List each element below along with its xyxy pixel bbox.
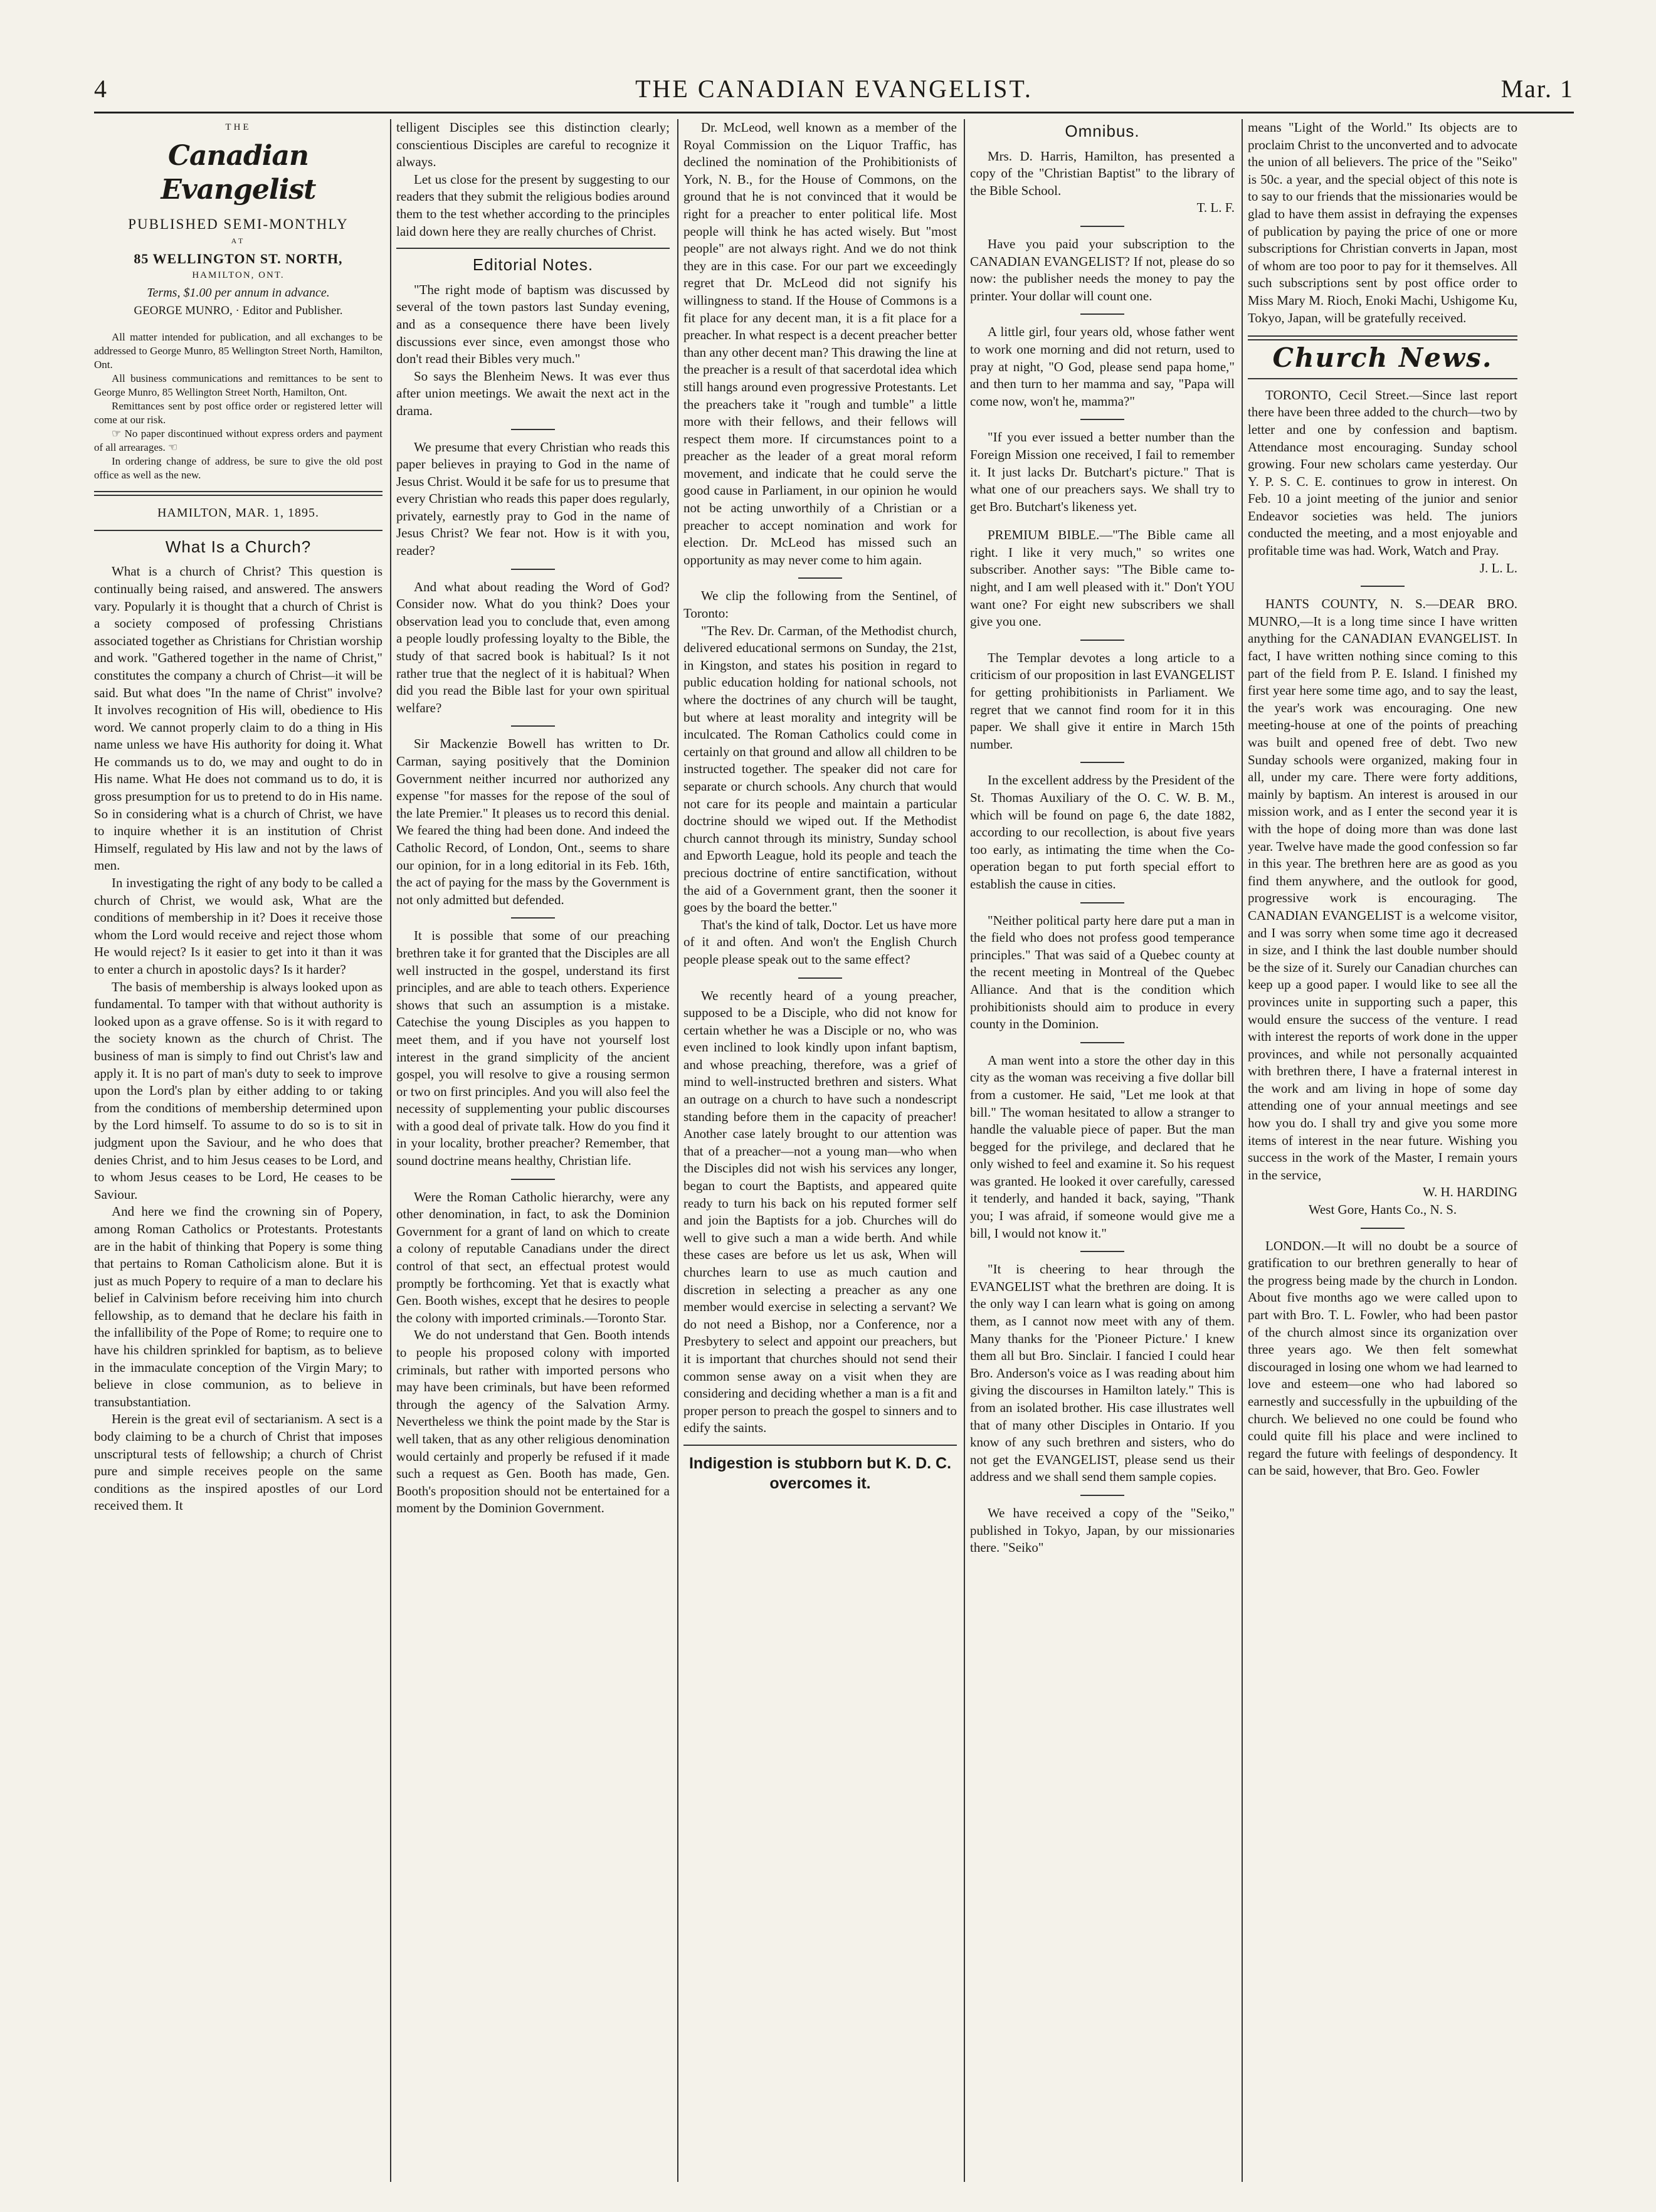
masthead-terms: Terms, $1.00 per annum in advance. xyxy=(147,285,330,300)
header-rule xyxy=(94,112,1574,113)
kdc-advertisement: Indigestion is stubborn but K. D. C. overcomes it. xyxy=(688,1454,952,1492)
section-heading-church-news: Church News. xyxy=(1272,342,1493,374)
column-3 xyxy=(683,119,957,2182)
divider xyxy=(94,530,382,531)
signature: J. L. L. xyxy=(1479,560,1517,576)
divider xyxy=(1248,378,1517,379)
divider xyxy=(1080,419,1124,420)
article-paragraph: That's the kind of talk, Doctor. Let us have more of it and often. And won't the English Church people please speak out to the same effect? xyxy=(683,917,957,967)
divider xyxy=(1080,640,1124,641)
masthead-city: HAMILTON, ONT. xyxy=(192,270,285,281)
column-separator xyxy=(390,119,391,2182)
article-heading: What Is a Church? xyxy=(165,537,312,556)
divider xyxy=(511,569,555,570)
page-number: 4 xyxy=(94,75,108,103)
article-paragraph: Let us close for the present by suggesting to our readers that they submit the religious bodies around them to the test whether according to the principles laid down here they are really churches of Christ. xyxy=(396,171,670,239)
divider xyxy=(798,977,842,979)
column-separator xyxy=(1242,119,1243,2182)
divider xyxy=(511,917,555,919)
masthead-at: AT xyxy=(231,236,246,246)
omnibus-item: Have you paid your subscription to the CANADIAN EVANGELIST? If not, please do so now: the publisher needs the money to pay the printer. Your dollar will count one. xyxy=(970,236,1235,303)
masthead-address: 85 WELLINGTON ST. NORTH, xyxy=(134,250,343,266)
news-item-toronto: TORONTO, Cecil Street.—Since last report there have been three added to the church—two by letter and one by confession and baptism. Attendance most encouraging. Sunday school growing. Four new scholars came yesterday. Our Y. P. S. C. E. continues to grow in interest. On Feb. 10 a joint meeting of the junior and senior Endeavor societies was held. The juniors conducted the meeting, and a most enjoyable and profitable time was had. Work, Watch and Pray. xyxy=(1248,387,1517,559)
divider xyxy=(1080,1495,1124,1496)
omnibus-item: A man went into a store the other day in this city as the woman was receiving a five dollar bill from a customer. He said, "Let me look at that bill." The woman hesitated to allow a stranger to handle the valuable piece of paper. But the man begged for the privilege, and declared that he only wished to feel and examine it. So his request was granted. He looked it over carefully, caressed it tenderly, and handed it back, saying, "Thank you; I was afraid, if someone would give me a bill, I would not know it." xyxy=(970,1052,1235,1241)
notice: Remittances sent by post office order or registered letter will come at our risk. xyxy=(94,400,382,426)
divider xyxy=(1361,1228,1405,1229)
omnibus-item: "Neither political party here dare put a man in the field who does not profess good temperance principles." That was said of a Quebec county at the recent meeting in Montreal of the Quebec Alliance. And that is the condition which prohibitionists should aim to produce in every county in the Dominion. xyxy=(970,912,1235,1032)
divider xyxy=(683,1445,957,1446)
news-item-hants: HANTS COUNTY, N. S.—DEAR BRO. MUNRO,—It is a long time since I have written anything for the CANADIAN EVANGELIST. In fact, I have written nothing since coming to this part of the field from P. E. Island. I finished my first year here some time ago, and to say the least, the year's work was encouraging. One new meeting-house at one of the points of preaching was built and opened free of debt. Two new Sunday schools were organized, making four in all, under my care. There were forty additions, mainly by baptism. An interest is aroused in our mission work, and as I enter the second year it is with the hope of doing more than was done last year. Twelve have made the good confession so far in this year. The brethren here are as good as you find them anywhere, and the outlook for good, progressive work is encouraging. The CANADIAN EVANGELIST is a welcome visitor, and I was sorry when some time ago it decreased in size, and I think the last double number should be the size of it. Surely our Canadian churches can keep up a good paper. I would like to see all the provinces unite in supporting such a paper, this would ensure the success of the venture. I read with interest the reports of work done in the upper provinces, and while not personally acquainted with brethren there, I have a fraternal interest in the work and am living in hope of some day attending one of your annual meetings and see how you do. I shall try and give you some more items of interest in the near future. Wishing you success in the work of the Master, I remain yours in the service, xyxy=(1248,596,1517,1182)
divider xyxy=(396,248,670,249)
omnibus-item: A little girl, four years old, whose father went to work one morning and did not return, used to pray at night, "O God, please send papa home," and then turn to her mamma and say, "Papa will come now, won't he, mamma?" xyxy=(970,324,1235,409)
article-paragraph: The basis of membership is always looked upon as fundamental. To tamper with that without authority is looked upon as a grave offense. So is it with regard to the society known as the church of Christ. The business of man is simply to find out Christ's law and apply it. It is no part of man's duty to seek to improve upon the Lord's plan by either adding to or taking from the conditions of membership determined upon by the Lord himself. To assume to do so is to sit in judgment upon the Saviour, and he who does that denies Christ, and to him Jesus ceases to be Lord, and to whom Jesus ceases to be Lord, He ceases to be Saviour. xyxy=(94,979,382,1202)
article-paragraph: What is a church of Christ? This question is continually being raised, and answered. The answers vary. Popularly it is thought that a church of Christ is a society composed of professing Christians associated together as Christians for Christian worship and work. "Gathered together in the name of Christ," constitutes the company a church of Christ—it will be said. But what does "In the name of Christ" involve? It involves recognition of His will, obedience to His word. We cannot properly claim to do a thing in His name unless we have His authority for doing it. What He commands us to do, we may and ought to do in His name. What He does not command us to do, it is gross presumption for us to pretend to do in His name. So in considering what is a church of Christ, we have to inquire whether it is an institution of Christ Himself, regulated by His law and not by the laws of men. xyxy=(94,564,382,873)
signature: T. L. F. xyxy=(1196,200,1235,216)
masthead-published: PUBLISHED SEMI-MONTHLY xyxy=(128,216,349,232)
column-1 xyxy=(94,119,382,2182)
article-paragraph: And here we find the crowning sin of Popery, among Roman Catholics or Protestants. Protestants are in the habit of thinking that Popery is some thing that pertains to Roman Catholicism alone. But it is just as much Popery to require of a man to declare his belief in Calvinism before receiving him into church fellowship, as to demand that he declare his faith in the infallibility of the Pope of Rome; to require one to have his children sprinkled for baptism, as to believe in the immaculate conception of the Virgin Mary; to believe in close communion, as to believe in transubstantiation. xyxy=(94,1204,382,1409)
divider xyxy=(511,1179,555,1180)
notice: ☞ No paper discontinued without express orders and payment of all arrearages. ☜ xyxy=(94,428,382,454)
column-separator xyxy=(964,119,965,2182)
dateline: HAMILTON, MAR. 1, 1895. xyxy=(157,506,320,520)
notice: In ordering change of address, be sure to give the old post office as well as the new. xyxy=(94,455,382,482)
omnibus-item: "It is cheering to hear through the EVANGELIST what the brethren are doing. It is the only way I can learn what is going on among them, as I cannot now meet with any of them. Many thanks for the 'Pioneer Picture.' I knew them all but Bro. Sinclair. I fancied I could hear Bro. Anderson's voice as I was reading about him giving the discourses in Hamilton lately." This is from an isolated brother. His case illustrates well that of many other Disciples in Ontario. If you know of any such brethren and sisters, who do not get the EVANGELIST, please send us their address and we shall send them sample copies. xyxy=(970,1261,1235,1485)
divider xyxy=(1248,335,1517,340)
article-paragraph: We clip the following from the Sentinel, of Toronto: xyxy=(683,588,957,621)
section-heading: Editorial Notes. xyxy=(472,255,594,275)
column-5 xyxy=(1248,119,1517,2182)
editorial-note: And what about reading the Word of God? Consider now. What do you think? Does your observation lead you to conclude that, even among a people loudly professing loyalty to the Bible, the study of that sacred book is habitual? Is it not rather true that the neglect of it is habitual? When did you read the Bible last for your own spiritual welfare? xyxy=(396,579,670,715)
editorial-note: It is possible that some of our preaching brethren take it for granted that the Disciples are all well instructed in the gospel, understand its first principles, and are able to teach others. Experience shows that such an assumption is a mistake. Catechise the young Disciples as you happen to meet them, and if you have not yourself lost interest in the grand simplicity of the ancient gospel, you will resolve to give a rousing sermon or two on first principles. And you will also feel the necessity of supplementing your public discourses with a good deal of private talk. How do you find it in your locality, brother preacher? Remember, that sound doctrine means healthy, Christian life. xyxy=(396,928,670,1169)
masthead-the: THE xyxy=(225,122,251,132)
masthead-editor: GEORGE MUNRO, · Editor and Publisher. xyxy=(134,303,343,317)
article-paragraph: Herein is the great evil of sectarianism. A sect is a body claiming to be a church of Christ that imposes unscriptural tests of fellowship; a church of Christ pure and simple receives people on the same conditions as the inspired apostles of our Lord received them. It xyxy=(94,1411,382,1514)
editorial-note: Sir Mackenzie Bowell has written to Dr. Carman, saying positively that the Dominion Government neither incurred nor authorized any expense "for masses for the repose of the soul of the late Premier." It pleases us to record this denial. We feared the thing had been done. And indeed the Catholic Record, of London, Ont., seems to share our opinion, for in a long editorial in its Feb. 16th, the act of paying for the mass by the Government is not only admitted but defended. xyxy=(396,736,670,907)
article-paragraph: means "Light of the World." Its objects are to proclaim Christ to the unconverted and to advocate the union of all believers. The price of the "Seiko" is 50c. a year, and the special object of this note is to say to our friends that the missionaries would be glad to have them assist in defraying the expenses of publication by paying the price of one or more subscriptions for Christian converts in Japan, most of whom are too poor to pay for it themselves. All such subscriptions sent by post office order to Miss Mary M. Rioch, Enoki Machi, Ushigome Ku, Tokyo, Japan, will be gratefully received. xyxy=(1248,120,1517,325)
divider xyxy=(798,577,842,579)
editorial-note: "The right mode of baptism was discussed by several of the town pastors last Sunday evening, and as a consequence there have been lively discussions ever since, even amongst those who don't read their Bibles very much." xyxy=(396,282,670,367)
signature-name: W. H. HARDING xyxy=(1423,1184,1517,1200)
notice: All matter intended for publication, and all exchanges to be addressed to George Munro, 85 Wellington Street North, Hamilton, Ont. xyxy=(94,331,382,371)
omnibus-item: In the excellent address by the President of the St. Thomas Auxiliary of the O. C. W. B. M., which will be found on page 6, the date 1882, according to our recollection, is about five years too early, as intimating the time when the Co-operation began to put forth special effort to establish the cause in cities. xyxy=(970,772,1235,892)
article-paragraph: In investigating the right of any body to be called a church of Christ, we would ask, What are the conditions of membership in it? Does it receive those whom the Lord would receive and reject those whom He would reject? Is it easier to get into it than it was to enter a church in apostolic days? Is it harder? xyxy=(94,875,382,977)
editorial-note: So says the Blenheim News. It was ever thus after union meetings. We await the next act in the drama. xyxy=(396,368,670,418)
omnibus-item: We have received a copy of the "Seiko," published in Tokyo, Japan, by our missionaries there. "Seiko" xyxy=(970,1505,1235,1556)
divider xyxy=(1080,313,1124,315)
editorial-note: We do not understand that Gen. Booth intends to people his proposed colony with imported criminals, but rather with imported persons who may have been criminals, but have been reformed through the agency of the Salvation Army. Nevertheless we think the point made by the Star is well taken, that as any other religious denomination would certainly and properly be refused if it made such a request as Gen. Booth has made, Gen. Booth's proposition should not be entertained for a moment by the Dominion Government. xyxy=(396,1327,670,1516)
divider xyxy=(511,429,555,430)
news-item-london: LONDON.—It will no doubt be a source of gratification to our brethren generally to hear of the progress being made by the church in London. About five months ago we were called upon to part with Bro. T. L. Fowler, who had been pastor of the church almost since its organization over three years ago. We then felt somewhat discouraged in losing one whom we had learned to love and esteem—one who had labored so earnestly and successfully in the upbuilding of the church. We believed no one could be found who could quite fill his place and were inclined to regard the future with feelings of despondency. It can be said, however, that Bro. Geo. Fowler xyxy=(1248,1238,1517,1478)
omnibus-item: "If you ever issued a better number than the Foreign Mission one received, I fail to remember it. It just lacks Dr. Butchart's picture." That is what one of our preachers says. We shall try to get Bro. Butchart's likeness yet. xyxy=(970,429,1235,514)
divider xyxy=(1080,1251,1124,1252)
column-4 xyxy=(970,119,1235,2182)
omnibus-item: PREMIUM BIBLE.—"The Bible came all right. I like it very much," so writes one subscriber. Another says: "The Bible came to-night, and I am well pleased with it." Don't YOU want one? For eight new subscribers we shall give you one. xyxy=(970,527,1235,629)
column-separator xyxy=(677,119,678,2182)
omnibus-item: Mrs. D. Harris, Hamilton, has presented a copy of the "Christian Baptist" to the library of the Bible School. xyxy=(970,148,1235,198)
editorial-note: Were the Roman Catholic hierarchy, were any other denomination, in fact, to ask the Dominion Government for a grant of land on which to create a colony of reputable Canadians under the direct control of that sect, an effectual protest would promptly be forthcoming. Yet that is exactly what Gen. Booth wishes, except that he desires to people the colony with imported criminals.—Toronto Star. xyxy=(396,1189,670,1325)
article-paragraph: We recently heard of a young preacher, supposed to be a Disciple, who did not know for certain whether he was a Disciple or no, who was even inclined to look kindly upon infant baptism, and whose preaching, therefore, was a grief of mind to well-instructed brethren and sisters. What an outrage on a church to have such a nondescript standing before them in the capacity of preacher! Another case lately brought to our attention was that of a preacher—not a young man—who when the Disciples did not wish his services any longer, began to court the Baptists, and appeared quite ready to turn his back on his reputed former self and join the Baptists for a job. Churches will do well to give such a man a wide berth. And while these cases are before us let us ask, When will churches learn to use as much caution and discretion in selecting a preacher as any one member would exercise in selecting a servant? We do not need a Bishop, nor a Conference, nor a Presbytery to select and appoint our preachers, but it is important that churches should not send their common sense away on a visit when they are considering and deciding whether a man is a fit and proper person to preach the gospel to sinners and to edify the saints. xyxy=(683,988,957,1436)
issue-date: Mar. 1 xyxy=(1500,75,1574,103)
page-header xyxy=(94,68,1574,112)
article-paragraph: Dr. McLeod, well known as a member of the Royal Commission on the Liquor Traffic, has declined the nomination of the Prohibitionists of York, N. B., for the House of Commons, on the ground that he is not convinced that it would be right for a preacher to enter political life. Most people will think he has acted wisely. But "most people" are not always right. And we do not think they are in this case. For our part we exceedingly regret that Dr. McLeod did not signify his willingness to stand. If the House of Commons is a fit place for any decent man, it is a fit place for a preacher. In what respect is a decent preacher better than any other decent man? This drawing the line at the preacher is a result of that sacerdotal idea which still hangs around even progressive Protestants. Let the preachers take it "rough and tumble" a little more with their fellows, and their fellows will respect them more. If circumstances point to a preacher as the leader of a great moral reform movement, and indicate that he could serve the good cause in Parliament, in our opinion he would not be acting unworthily of a Christian or a preacher to accept nomination and work for election. Dr. McLeod has missed such an opportunity as may never come to him again. xyxy=(683,120,957,567)
divider xyxy=(1080,762,1124,763)
signature-place: West Gore, Hants Co., N. S. xyxy=(1308,1202,1457,1218)
divider xyxy=(1080,226,1124,227)
column-2 xyxy=(396,119,670,2182)
editorial-note: We presume that every Christian who reads this paper believes in praying to God in the name of Jesus Christ. Would it be safe for us to presume that every Christian who reads this paper does regularly, privately, earnestly pray to God in the name of Jesus Christ? We fear not. How is it with you, reader? xyxy=(396,439,670,559)
divider xyxy=(1080,1042,1124,1043)
article-paragraph: telligent Disciples see this distinction clearly; conscientious Disciples are careful to recognize it always. xyxy=(396,120,670,170)
section-heading: Omnibus. xyxy=(1065,122,1140,140)
newspaper-title: THE CANADIAN EVANGELIST. xyxy=(635,75,1033,103)
masthead-title: Canadian Evangelist xyxy=(161,139,316,206)
divider xyxy=(1361,586,1405,587)
quoted-paragraph: "The Rev. Dr. Carman, of the Methodist church, delivered educational sermons on Sunday, the 21st, in Kingston, and states his position in regard to public education holding for national schools, not where the doctrines of any church will be taught, but where at least morality and integrity will be inculcated. The Roman Catholics could come in certainly on that ground and allow all children to be instructed together. The speaker did not care for separate or church schools. Any church that would not care for its people and maintain a particular doctrine should we wiped out. If the Methodist church cannot through its ministry, Sunday school and Epworth League, hold its people and teach the precious doctrine of entire sanctification, without the aid of a Government grant, then the sooner it goes by the board the better." xyxy=(683,623,957,915)
notice: All business communications and remittances to be sent to George Munro, 85 Wellington Street North, Hamilton, Ont. xyxy=(94,372,382,399)
omnibus-item: The Templar devotes a long article to a criticism of our proposition in last EVANGELIST for getting prohibitionists in Parliament. We regret that we cannot find room for it in this paper. We shall give it entire in March 15th number. xyxy=(970,650,1235,752)
divider xyxy=(1080,902,1124,903)
divider xyxy=(94,491,382,496)
divider xyxy=(511,725,555,727)
